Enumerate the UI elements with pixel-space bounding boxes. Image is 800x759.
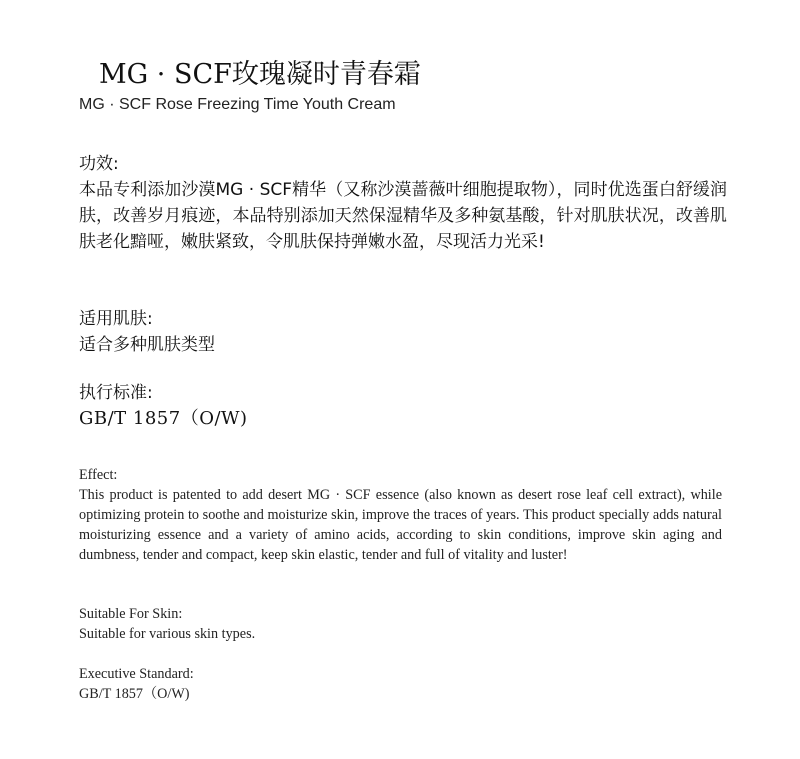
standard-heading-chinese: 执行标准:	[79, 383, 153, 403]
product-title-english: MG · SCF Rose Freezing Time Youth Cream	[79, 96, 396, 113]
effect-heading-english: Effect:	[79, 467, 118, 483]
standard-body-chinese: GB/T 1857（O/W)	[79, 408, 248, 429]
skin-section-english	[79, 604, 722, 644]
effect-section-chinese	[79, 151, 727, 255]
effect-heading-chinese: 功效:	[79, 154, 119, 174]
skin-heading-english: Suitable For Skin:	[79, 606, 183, 622]
skin-section-chinese	[79, 306, 727, 358]
effect-body-english: This product is patented to add desert MG · SCF essence (also known as desert rose leaf cell extract), while optimizing protein to soothe and moisturize skin, improve the traces of years. This product specially adds natural moisturizing essence and a variety of amino acids, according to skin conditions, improve skin aging and dumbness, tender and compact, keep skin elastic, tender and full of vitality and luster!	[79, 487, 722, 563]
skin-body-chinese: 适合多种肌肤类型	[79, 335, 215, 355]
effect-body-chinese: 本品专利添加沙漠MG · SCF精华（又称沙漠蔷薇叶细胞提取物），同时优选蛋白舒缓润肤，改善岁月痕迹，本品特别添加天然保湿精华及多种氨基酸，针对肌肤状况，改善肌肤老化黯哑，嫩肤紧致，令肌肤保持弹嫩水盈，尽现活力光采!	[79, 180, 727, 252]
effect-section-english	[79, 465, 722, 565]
standard-body-english: GB/T 1857（O/W)	[79, 686, 190, 702]
standard-heading-english: Executive Standard:	[79, 666, 194, 682]
skin-heading-chinese: 适用肌肤:	[79, 309, 153, 329]
product-title-chinese: MG · SCF玫瑰凝时青春霜	[99, 59, 421, 90]
standard-section-english	[79, 664, 722, 704]
standard-section-chinese	[79, 380, 727, 432]
skin-body-english: Suitable for various skin types.	[79, 626, 256, 642]
